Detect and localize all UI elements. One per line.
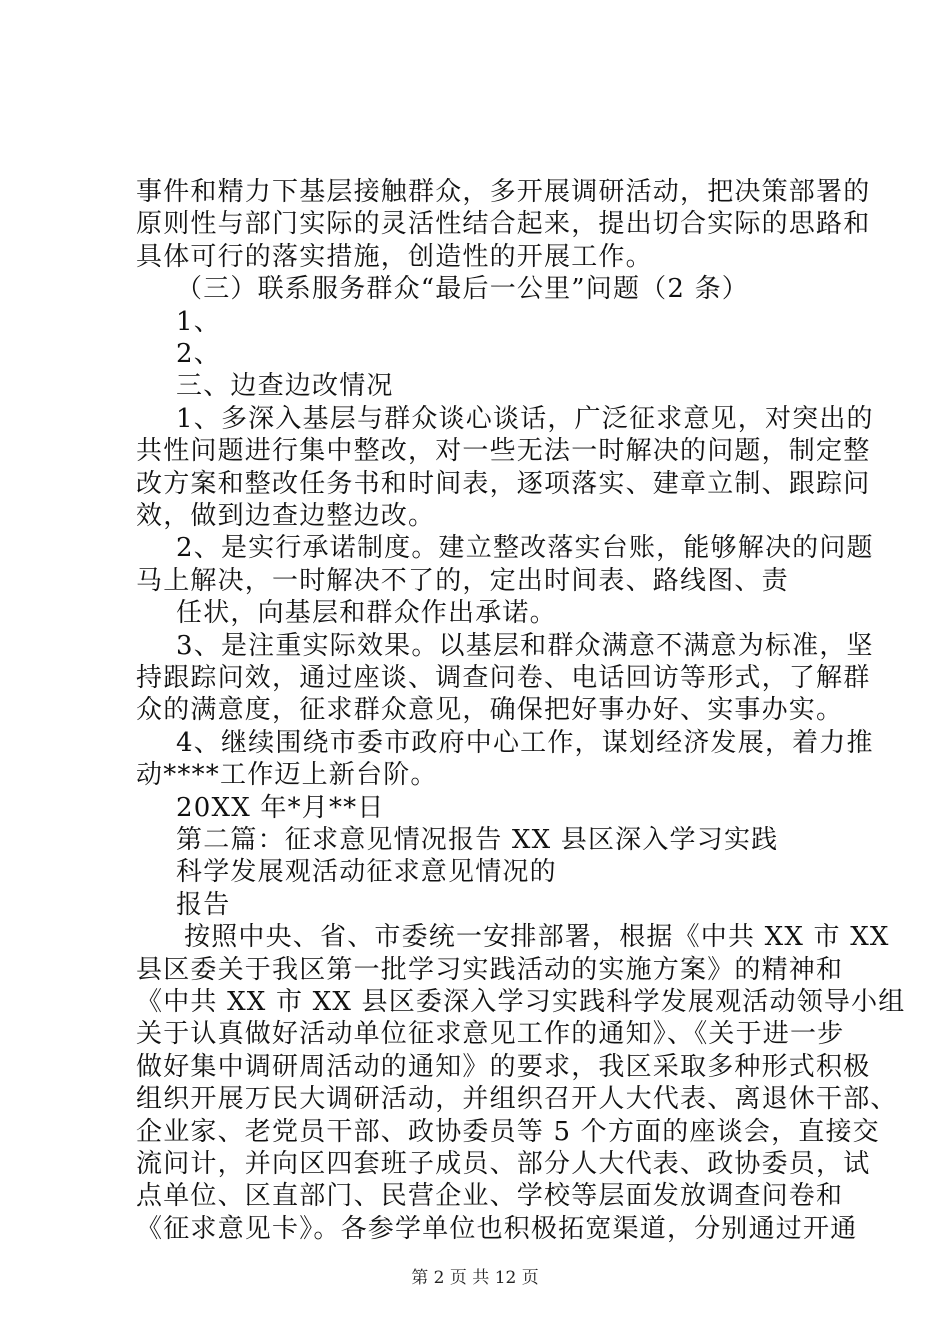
date-line: 20XX 年*月**日 [176, 792, 385, 823]
section-heading: （三）联系服务群众“最后一公里”问题（2 条） [176, 274, 749, 305]
text-line: 流问计，并向区四套班子成员、部分人大代表、政协委员，试 [136, 1149, 871, 1179]
text-line: 持跟踪问效，通过座谈、调查问卷、电话回访等形式，了解群 [136, 663, 871, 693]
chapter-title: 报告 [176, 889, 231, 920]
text-line: 1、多深入基层与群众谈心谈话，广泛征求意见，对突出的 [176, 403, 874, 434]
text-line: 3、是注重实际效果。以基层和群众满意不满意为标准，坚 [176, 630, 874, 661]
list-item: 1、 [176, 306, 221, 337]
page-footer: 第 2 页 共 12 页 [411, 1267, 539, 1288]
text-line: 共性问题进行集中整改，对一些无法一时解决的问题，制定整 [136, 436, 871, 467]
section-heading: 三、边查边改情况 [176, 371, 394, 402]
text-line: 4、继续围绕市委市政府中心工作，谋划经济发展，着力推 [176, 727, 874, 758]
text-line: 关于认真做好活动单位征求意见工作的通知》、《关于进一步 [136, 1019, 845, 1050]
text-line: 具体可行的落实措施，创造性的开展工作。 [136, 241, 653, 272]
text-line: 事件和精力下基层接触群众，多开展调研活动，把决策部署的 [136, 177, 871, 207]
chapter-title: 第二篇：征求意见情况报告 XX 县区深入学习实践 [176, 825, 779, 855]
text-line: 改方案和整改任务书和时间表，逐项落实、建章立制、跟踪问 [136, 468, 871, 499]
text-line: 县区委关于我区第一批学习实践活动的实施方案》的精神和 [136, 954, 844, 985]
text-line: 动****工作迈上新台阶。 [136, 760, 438, 791]
text-line: 马上解决，一时解决不了的，定出时间表、路线图、责 [136, 565, 789, 596]
text-line: 《征求意见卡》。各参学单位也积极拓宽渠道，分别通过开通 [136, 1213, 858, 1244]
text-line: 点单位、区直部门、民营企业、学校等层面发放调查问卷和 [136, 1181, 844, 1212]
text-line: 企业家、老党员干部、政协委员等 5 个方面的座谈会，直接交 [136, 1116, 880, 1147]
list-item: 2、 [176, 339, 221, 369]
text-line: 《中共 XX 市 XX 县区委深入学习实践科学发展观活动领导小组 [136, 987, 906, 1017]
text-line: 效，做到边查边整边改。 [136, 501, 436, 531]
chapter-title: 科学发展观活动征求意见情况的 [176, 857, 557, 888]
text-line: 组织开展万民大调研活动，并组织召开人大代表、离退休干部、 [136, 1084, 898, 1115]
text-line: 按照中央、省、市委统一安排部署，根据《中共 XX 市 XX [184, 922, 890, 953]
text-line: 众的满意度，征求群众意见，确保把好事办好、实事办实。 [136, 695, 844, 726]
text-line: 2、是实行承诺制度。建立整改落实台账，能够解决的问题 [176, 533, 874, 564]
text-line: 原则性与部门实际的灵活性结合起来，提出切合实际的思路和 [136, 209, 871, 240]
text-line: 任状，向基层和群众作出承诺。 [176, 598, 557, 629]
text-line: 做好集中调研周活动的通知》的要求，我区采取多种形式积极 [136, 1051, 871, 1082]
